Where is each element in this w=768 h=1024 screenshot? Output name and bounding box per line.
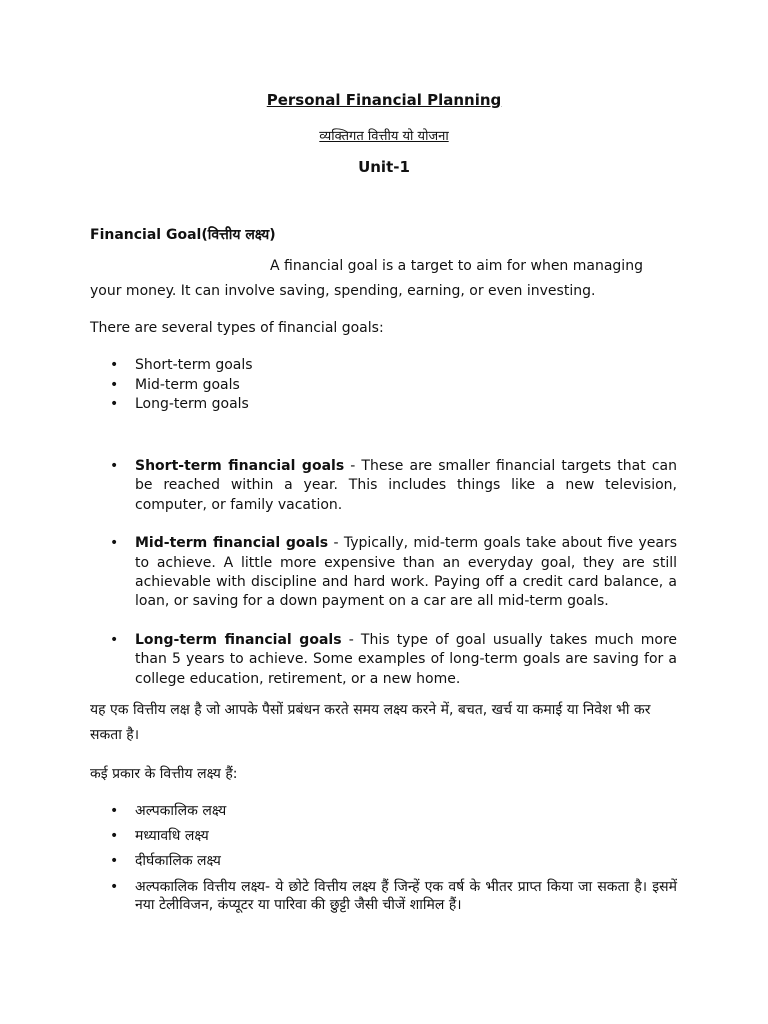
list-item [90,849,677,874]
types-intro: There are several types of financial goals: [90,320,384,336]
bullet-icon: • [110,803,119,819]
list-item [90,824,677,849]
hindi-paragraph: यह एक वित्तीय लक्ष है जो आपके पैसों प्रबंधन करते समय लक्ष्य करने में, बचत, खर्च या कमाई या निवेश भी कर सकता है। [90,702,651,743]
hindi-goal-types-list [90,799,677,914]
list-item [90,631,677,689]
list-item-text: अल्पकालिक लक्ष्य [135,803,227,819]
list-item [90,457,677,515]
list-item [90,534,677,612]
bullet-icon: • [110,357,119,373]
goal-description: - Typically, mid-term goals take about five years to achieve. A little more expensive than an everyday goal, they are still achievable with discipline and hard work. Paying off a credit card balance, a loan, or saving for a down payment on a car are all mid-term goals. [135,535,677,610]
list-item-text: मध्यावधि लक्ष्य [135,828,209,844]
goal-details-list [90,457,677,708]
goal-term: Short-term financial goals [135,458,345,474]
document-subtitle-hindi: व्यक्तिगत वित्तीय यो योजना [319,129,449,144]
bullet-icon: • [110,631,119,648]
goal-description: - This type of goal usually takes much more than 5 years to achieve. Some examples of long-term goals are saving for a college education, retirement, or a new home. [135,631,678,687]
section-heading: Financial Goal(वित्तीय लक्ष्य) [90,227,276,243]
bullet-icon: • [110,828,119,844]
intro-paragraph [90,254,677,304]
bullet-icon: • [110,853,119,869]
bullet-icon: • [110,396,119,412]
list-item-text: अल्पकालिक वित्तीय लक्ष्य- ये छोटे वित्तीय लक्ष्य हैं जिन्हें एक वर्ष के भीतर प्राप्त किया जा सकता है। इसमें नया टेलीविजन, कंप्यूटर या पारिवा की छुट्टी जैसी चीजें शामिल हैं। [135,879,677,913]
bullet-icon: • [110,879,119,895]
hindi-types-intro: कई प्रकार के वित्तीय लक्ष्य हैं: [90,766,238,782]
list-item [90,799,677,824]
document-title: Personal Financial Planning [266,91,502,109]
goal-term: Long-term financial goals [135,631,342,648]
list-item-text: दीर्घकालिक लक्ष्य [135,853,221,869]
list-item [90,356,677,376]
bullet-icon: • [110,376,119,393]
bullet-icon: • [110,535,119,552]
list-item [90,878,677,914]
goal-description: - These are smaller financial targets that can be reached within a year. This includes things like a new television, computer, or family vacation. [135,458,677,513]
list-item [90,376,677,396]
list-item-text: Mid-term goals [135,376,240,393]
list-item-text: Short-term goals [135,357,253,373]
unit-label: Unit-1 [358,158,410,176]
bullet-icon: • [110,458,119,474]
goal-term: Mid-term financial goals [135,535,329,552]
list-item [90,395,677,415]
goal-types-list [90,356,677,415]
intro-paragraph-text: A financial goal is a target to aim for when managing your money. It can involve saving, spending, earning, or even investing. [90,258,643,299]
list-item-text: Long-term goals [135,396,249,412]
